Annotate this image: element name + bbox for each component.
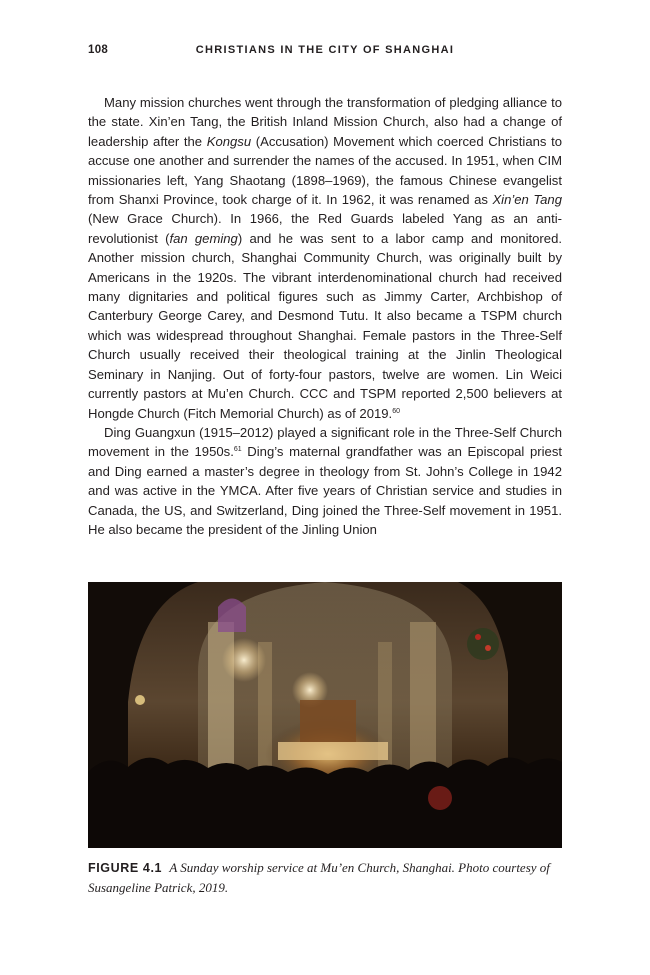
figure-label: FIGURE 4.1 bbox=[88, 861, 163, 875]
ornament-icon bbox=[485, 645, 491, 651]
footnote-ref-60[interactable]: 60 bbox=[392, 407, 400, 415]
person-red-coat bbox=[428, 786, 452, 810]
stained-glass-window-icon bbox=[218, 599, 246, 633]
text-run: ) and he was sent to a labor camp and monitored. Another mission church, Shanghai Community Church, was originally built by Americans in the 1920s. The vibrant interdenominational church had received many dignitaries and political figures such as Jimmy Carter, Archbishop of Canterbury George Carey, and Desmond Tutu. It also became a TSPM church which was widespread throughout Shanghai. Female pastors in the Three-Self Church usually received their theological training at the Jinlin Theological Seminary in Nanjing. Out of forty-four pastors, twelve are women. Lin Weici currently pastors at Mu’en Church. CCC and TSPM reported 2,500 believers at Hongde Church (Fitch Memorial Church) as of 2019. bbox=[88, 230, 562, 421]
figure-caption bbox=[88, 858, 562, 897]
church-interior-photo bbox=[88, 582, 562, 848]
figure-photo bbox=[88, 582, 562, 848]
christmas-decoration-icon bbox=[467, 628, 499, 660]
text-run: Ding Guangxun (1915–2012) played a significant role in the Three-Self Church movement in the 1950s. bbox=[88, 424, 562, 460]
running-title: CHRISTIANS IN THE CITY OF SHANGHAI bbox=[195, 44, 455, 56]
choir-area bbox=[278, 742, 388, 760]
body-text bbox=[88, 93, 562, 539]
lamp-icon bbox=[135, 695, 145, 705]
paragraph-2 bbox=[88, 423, 562, 539]
text-run: (Accusation) Movement which coerced Christians to accuse one another and surrender the names of the accused. In 1951, when CIM missionaries left, Yang Shaotang (1898–1969), the famous Chinese evangelist from Shanxi Province, took charge of it. In 1962, it was renamed as bbox=[88, 133, 563, 208]
footnote-ref-61[interactable]: 61 bbox=[233, 446, 242, 454]
page-number: 108 bbox=[88, 44, 109, 56]
italic-term: fan geming bbox=[169, 230, 238, 246]
text-run: Many mission churches went through the transformation of pledging alliance to the state. Xin’en Tang, the British Inland Mission Church, also had a change of leadership after the bbox=[88, 95, 562, 149]
paragraph-1 bbox=[88, 93, 562, 423]
text-run: (New Grace Church). In 1966, the Red Guards labeled Yang as an anti-revolutionist ( bbox=[88, 211, 562, 246]
italic-term: Xin’en Tang bbox=[492, 192, 562, 208]
text-run: Ding’s maternal grandfather was an Episcopal priest and Ding earned a master’s degree in theology from St. John’s College in 1942 and was active in the YMCA. After five years of Christian service and studies in Canada, the US, and Switzerland, Ding joined the Three-Self movement in 1951. He also became the president of the Jinling Union bbox=[88, 444, 563, 537]
ornament-icon bbox=[475, 634, 481, 640]
italic-term: Kongsu bbox=[206, 133, 252, 149]
page-header bbox=[88, 44, 562, 60]
altar-screen bbox=[300, 700, 356, 742]
caption-text: A Sunday worship service at Mu’en Church, Shanghai. Photo courtesy of Susangeline Patrick, 2019. bbox=[88, 860, 550, 895]
chandelier-left-icon bbox=[222, 638, 266, 682]
